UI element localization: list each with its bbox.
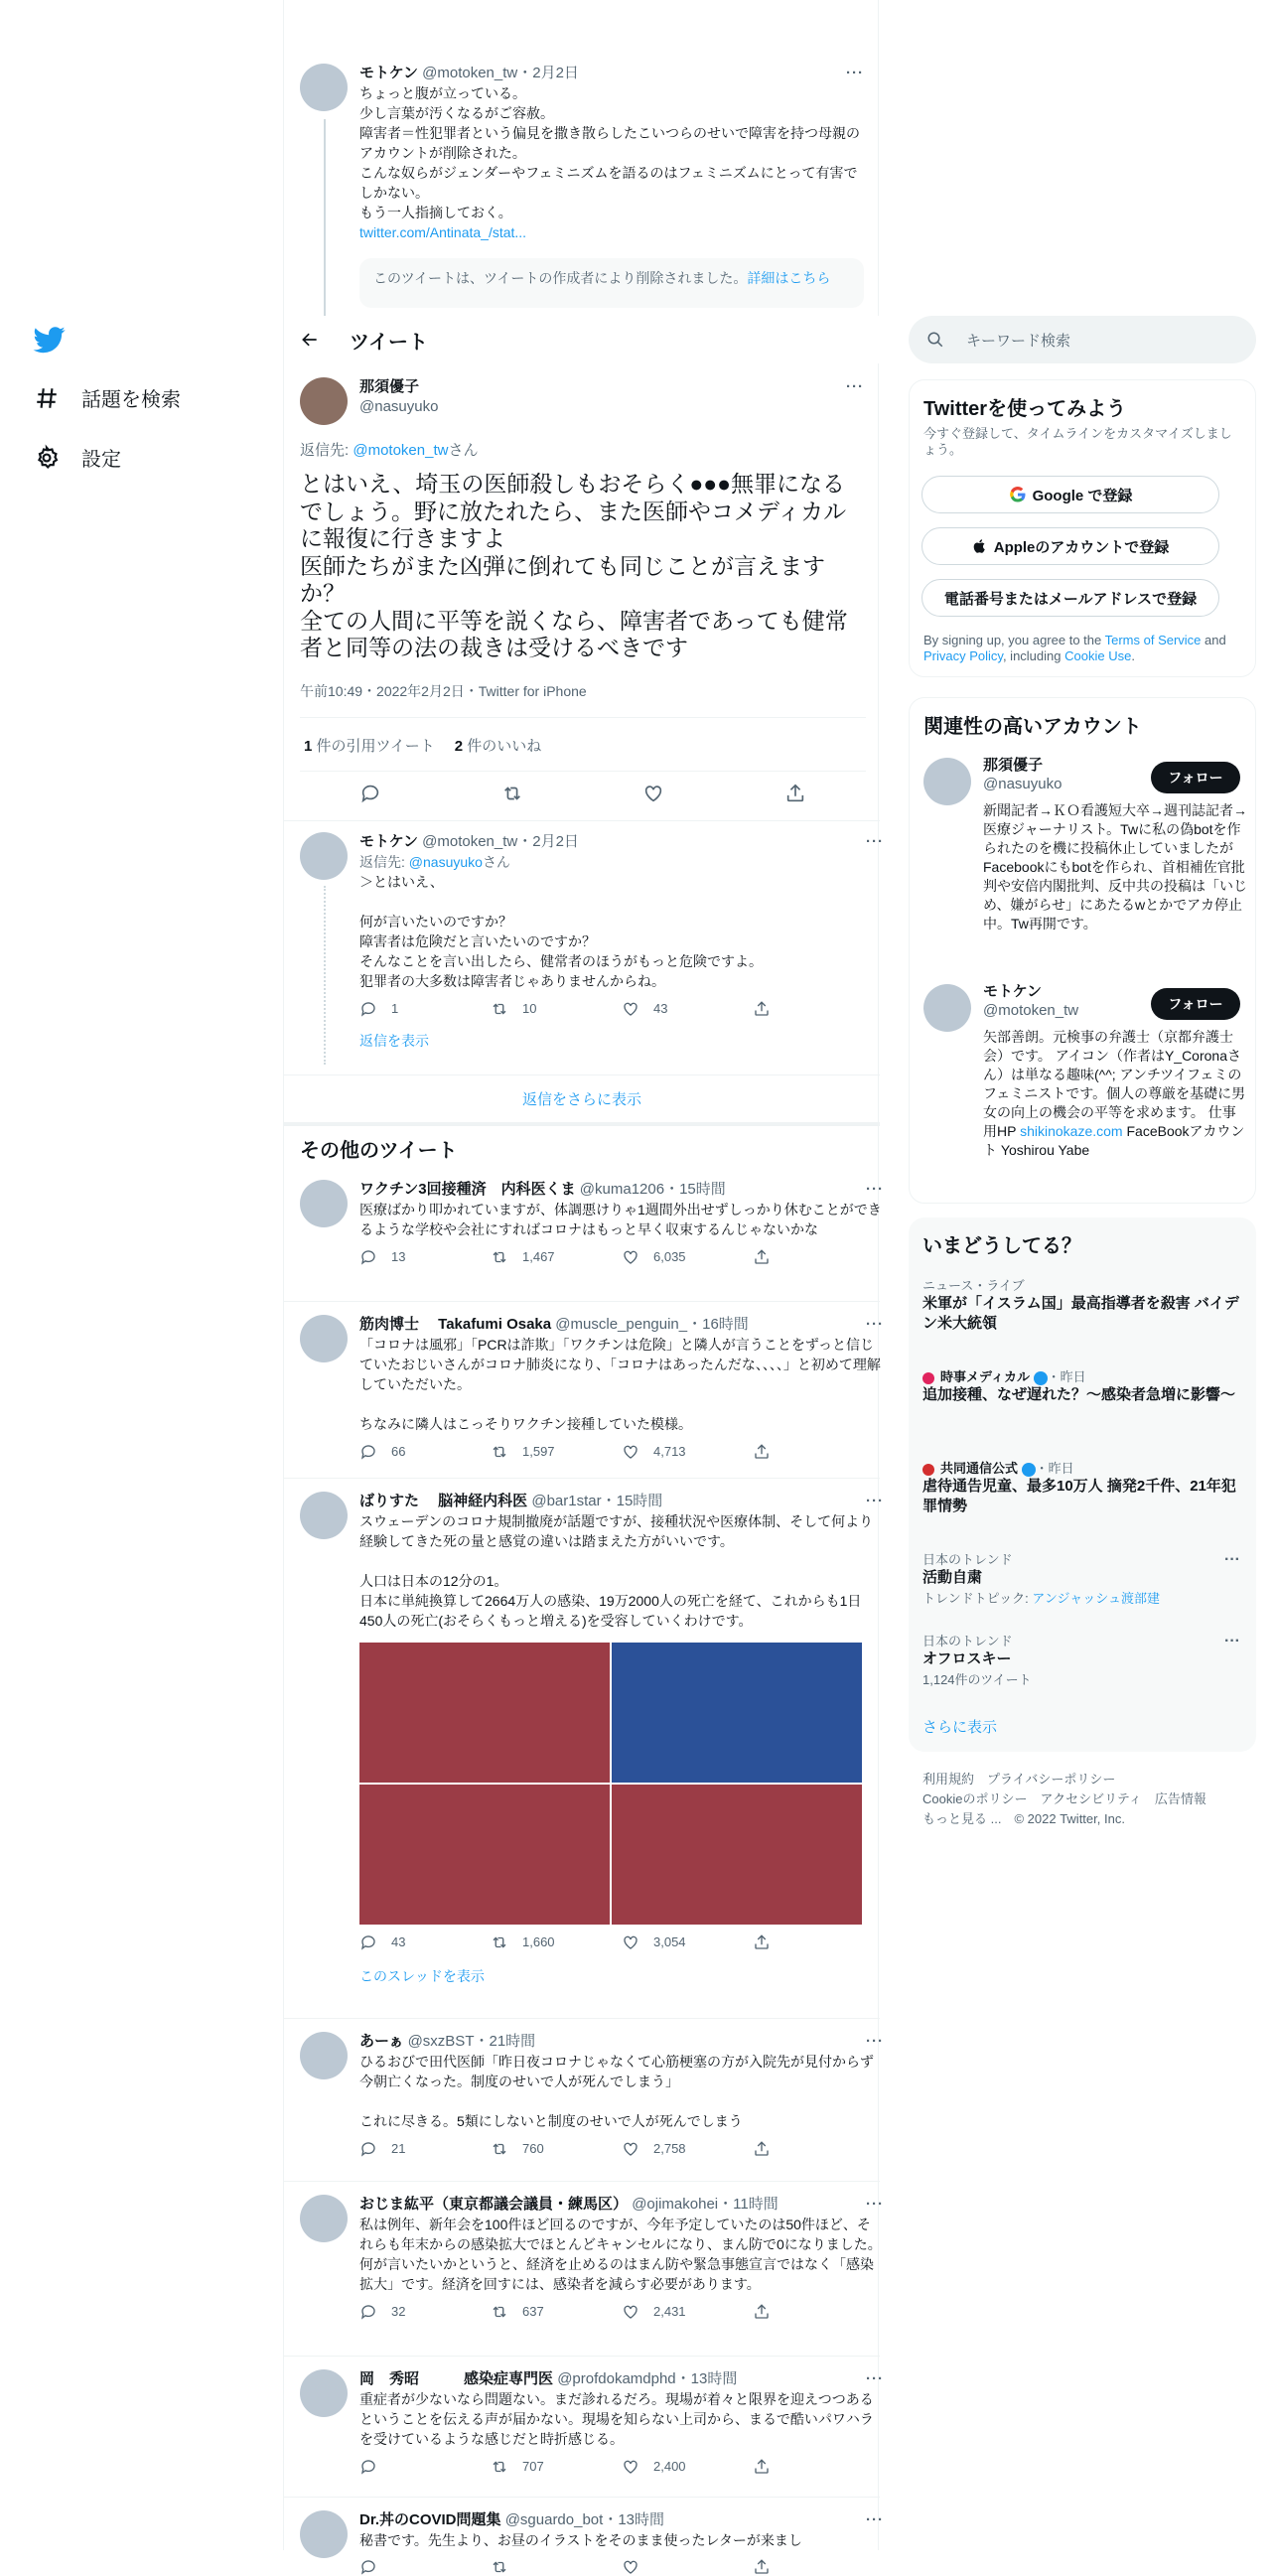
reply-button[interactable] [359,1442,491,1462]
retweet-count: 1,660 [522,1934,555,1949]
trend-meta: 日本のトレンド [922,1634,1013,1648]
share-icon[interactable] [784,783,806,804]
author-name[interactable]: おじま紘平（東京都議会議員・練馬区） [359,2196,629,2213]
retweet-count: 1,467 [522,1249,555,1264]
phone-signup-button[interactable] [921,579,1219,617]
show-thread-link[interactable]: このスレッドを表示 [359,1968,485,1984]
avatar[interactable] [300,1180,348,1227]
show-replies-link[interactable]: 返信を表示 [359,1033,429,1049]
share-button[interactable] [753,1248,884,1266]
trend-meta: ・昨日 [1047,1369,1086,1384]
author-name[interactable]: モトケン [359,833,418,850]
like-button[interactable] [622,2302,753,2322]
retweet-count: 10 [522,1001,537,1016]
reply-count: 1 [391,1001,399,1016]
like-button[interactable] [622,2558,753,2576]
trend-title: 追加接種、なぜ遅れた？～感染者急増に影響～ [922,1386,1236,1403]
avatar[interactable] [300,2032,348,2079]
signup-card [909,379,1256,677]
reply-count: 66 [391,1444,406,1459]
more-icon[interactable]: ··· [866,2370,884,2387]
tweet-actions [359,2558,884,2576]
author-name[interactable]: 那須優子 [359,378,420,395]
like-count: 2 [454,738,464,755]
retweet-count: 1,597 [522,1444,555,1459]
tweet[interactable]: あーぁ @sxzBST・21時間 ··· ひるおびで田代医師「昨日夜コロナじゃなくて心筋梗塞の方が入院先が見付からず今朝亡くなった。制度のせいで人が死んでしまう」 これに尽きる。5類にしないと制度のせいで人が死んでしまう 21 760 2,758 [284,2032,880,2159]
reply-icon[interactable] [359,783,381,804]
verified-icon [1034,1371,1048,1385]
account-handle: @motoken_tw [983,1002,1079,1019]
like-count: 4,713 [653,1444,686,1459]
left-nav [0,0,283,2550]
tweet-time[interactable]: 21時間 [489,2033,536,2050]
like-icon [622,2303,639,2321]
divider [284,1478,880,1479]
author-handle[interactable]: @muscle_penguin_ [555,1316,688,1333]
tweet-text: 重症者が少ないなら問題ない。まだ診れるだろ。現場が着々と限界を迎えつつあるということを伝える声が届かない。現場を知らない上司から、まるで酷いパワハラを受けているような感じだと時折感じる。 [359,2391,874,2447]
focused-tweet-actions [300,783,866,804]
author-name[interactable]: ばりすた 脳神経内科医 [359,1493,528,1509]
like-label: 件のいいね [463,738,542,755]
media-image[interactable] [612,1643,862,1783]
main-column [283,0,884,2550]
bio-text: 矢部善朗。元検事の弁護士（京都弁護士会）です。 アイコン（作者はY_Coronaさん）は単なる趣味(^^; アンチツイフェミのフェミニストです。個人の尊厳を基礎に男女の向上の機会の平等を求めます。 仕事用HP [983,1029,1246,1139]
avatar[interactable] [300,64,348,111]
tweet-actions [359,1932,884,1952]
trend-item[interactable] [922,1631,1240,1688]
divider [284,820,880,821]
copyright: © 2022 Twitter, Inc. [1014,1811,1125,1826]
focused-tweet [284,377,880,425]
avatar[interactable] [300,2195,348,2242]
apple-signup-button[interactable] [921,527,1219,565]
search-input[interactable]: キーワード検索 [966,332,1071,350]
share-icon [753,1443,771,1461]
divider [300,771,866,772]
like-count: 2,431 [653,2304,686,2319]
footer-link[interactable]: 利用規約 [922,1772,975,1787]
trend-title: 虐待通告児童、最多10万人 摘発2千件、21年犯罪情勢 [922,1478,1236,1514]
cookie-link[interactable]: Cookie Use [1064,648,1132,663]
like-count: 3,054 [653,1934,686,1949]
reply-button[interactable] [359,999,491,1019]
nav-explore-label: 話題を検索 [81,389,181,411]
avatar[interactable] [300,2369,348,2417]
tweet-text: 「コロナは風邪」「PCRは詐欺」「ワクチンは危険」と隣人が言うことをずっと信じていたおじいさんがコロナ肺炎になり、「コロナはあったんだな、、、、」と初めて理解していただいた。 ちなみに隣人はこっそりワクチン接種していた模様。 [359,1337,881,1432]
author-name[interactable]: 筋肉博士 Takafumi Osaka [359,1316,552,1333]
publisher-logo-icon [922,1464,934,1476]
signup-title: Twitterを使ってみよう [923,398,1127,420]
retweet-icon [491,2558,508,2576]
engagement-stats [304,735,541,756]
reply-button[interactable] [359,1932,491,1952]
author-handle[interactable]: @kuma1206 [579,1181,665,1198]
deleted-notice-text: このツイートは、ツイートの作成者により削除されました。 [373,270,748,286]
more-icon[interactable]: ··· [866,1316,884,1333]
trend-item[interactable] [922,1458,1240,1516]
reply-count: 21 [391,2141,406,2156]
like-icon [622,1248,639,1266]
phone-signup-label: 電話番号またはメールアドレスで登録 [943,590,1198,608]
signup-subtitle: 今すぐ登録して、タイムラインをカスタマイズしましょう。 [923,426,1232,457]
tweet-text: スウェーデンのコロナ規制撤廃が話題ですが、接種状況や医療体制、そして何より経験してきた死の量と感覚の違いは踏まえた方がいいです。 人口は日本の12分の1。 日本に単純換算して2664万人の感染、19万2000人の死亡を経て、これからも1日450人の死亡(おそらくもっと増える)を受容していくわけです。 [359,1513,874,1629]
media-image[interactable] [612,1785,862,1925]
author-name[interactable]: ワクチン3回接種済 内科医くま [359,1181,576,1198]
footer-link[interactable]: Cookieのポリシー [922,1791,1028,1806]
reply-button[interactable] [359,2558,491,2576]
context-tweet[interactable]: モトケン @motoken_tw・2月2日 ··· ちょっと腹が立っている。 少し言葉が汚くなるがご容赦。 障害者＝性犯罪者という偏見を撒き散らしたこいつらのせいで障害を持つ母親のアカウントが削除された。 こんな奴らがジェンダーやフェミニズムを語るのはフェミニズムにとって有害でしかない。 もう一人指摘しておく。 twitter.com/Antinata_/stat... このツイートは、ツイートの作成者により削除されました。詳細はこちら [284,64,880,308]
retweet-icon [491,2140,508,2158]
reply-to-link[interactable]: @motoken_tw [353,442,449,459]
avatar[interactable] [300,1492,348,1539]
legal-text: . [1131,648,1135,663]
tweet-text: 医療ばかり叩かれていますが、体調悪けりゃ1週間外出せずしっかり休むことができるような学校や会社にすればコロナはもっと早く収束するんじゃないかな [359,1202,882,1237]
retweet-icon [491,1933,508,1951]
deleted-tweet-notice [359,258,864,308]
tweet-text: ひるおびで田代医師「昨日夜コロナじゃなくて心筋梗塞の方が入院先が見付からず今朝亡くなった。制度のせいで人が死んでしまう」 これに尽きる。5類にしないと制度のせいで人が死んでしまう [359,2054,874,2129]
reply-suffix: さん [482,854,510,870]
trend-sub: 1,124件のツイート [922,1672,1032,1687]
author-handle[interactable]: @nasuyuko [359,398,439,415]
avatar[interactable] [300,377,348,425]
google-signup-label: Google で登録 [1032,487,1133,504]
share-icon [753,2303,771,2321]
trend-title: オフロスキー [922,1650,1012,1667]
reply-suffix: さん [448,442,479,459]
learn-more-link[interactable]: 詳細はこちら [747,270,831,286]
trend-meta: 日本のトレンド [922,1552,1013,1567]
retweet-button[interactable] [491,2139,622,2159]
author-handle[interactable]: @ojimakohei [632,2196,719,2213]
author-name[interactable]: Dr.丼のCOVID問題集 [359,2511,501,2528]
avatar[interactable] [300,2510,348,2558]
trend-sub: トレンドトピック: [922,1591,1033,1606]
like-icon [622,2558,639,2576]
retweet-count: 707 [522,2459,544,2474]
tweet-text: 秘書です。先生より、お昼のイラストをそのまま使ったレターが来まし [359,2532,802,2548]
legal-text: By signing up, you agree to the [923,633,1105,647]
google-signup-button[interactable] [921,476,1219,513]
show-more-trends[interactable]: さらに表示 [922,1719,998,1736]
divider [300,717,866,718]
retweet-count: 760 [522,2141,544,2156]
bio-link[interactable]: shikinokaze.com [1020,1123,1123,1139]
share-button[interactable] [753,2303,884,2321]
account-bio [983,1028,1247,1160]
more-icon[interactable]: ··· [866,2196,884,2213]
author-handle[interactable]: @sguardo_bot [504,2511,604,2528]
avatar[interactable] [300,832,348,880]
divider [284,2356,880,2357]
avatar[interactable] [300,1315,348,1362]
reply-count: 13 [391,1249,406,1264]
tweet-meta[interactable]: 午前10:49・2022年2月2日・Twitter for iPhone [300,683,587,699]
relevant-accounts-card [909,697,1256,1204]
footer-link[interactable]: プライバシーポリシー [987,1772,1116,1787]
tweet-actions [359,999,884,1019]
trends-card [909,1217,1256,1752]
reply-context [359,852,884,872]
retweet-button[interactable] [491,1932,622,1952]
follow-button[interactable]: フォロー [1151,762,1240,793]
reply-prefix: 返信先: [300,442,354,459]
tweet-text: ＞とはいえ、 何が言いたいのですか？ 障害者は危険だと言いたいのですか？ そんなことを言い出したら、健常者のほうがもっと危険ですよ。 犯罪者の大多数は障害者じゃありませんからね。 [359,874,763,989]
publisher-logo-icon [922,1372,934,1384]
reply-button[interactable] [359,1247,491,1267]
retweet-button[interactable] [491,999,622,1019]
media-image[interactable] [359,1785,610,1925]
retweet-icon[interactable] [501,783,523,804]
like-count: 2,400 [653,2459,686,2474]
retweet-icon [491,1443,508,1461]
retweet-button[interactable] [491,2302,622,2322]
likes-stat[interactable] [455,735,542,756]
tweet-time[interactable]: 16時間 [702,1316,749,1333]
share-icon [753,1000,771,1018]
trend-title: 米軍が「イスラム国」最高指導者を殺害 バイデン米大統領 [922,1295,1239,1332]
tweet-date[interactable]: 2月2日 [532,65,579,81]
nav-explore[interactable] [34,383,181,412]
tweet-time[interactable]: 13時間 [618,2511,665,2528]
media-image[interactable] [359,1643,610,1783]
divider [284,2018,880,2019]
reply-icon [359,1933,377,1951]
trend-meta: ・昨日 [1035,1461,1074,1476]
tweet[interactable]: おじま紘平（東京都議会議員・練馬区） @ojimakohei・11時間 ··· 私は例年、新年会を100件ほど回るのですが、今年予定していたのは50件ほど、それらも年末からの感染拡大でほとんどキャンセルになり、まん防で0になりました。何が言いたいかというと、経済を止めるのはまん防や緊急事態宣言ではなく「感染拡大」です。経済を回すには、感染者を減らす必要があります。 32 637 2,431 [284,2195,880,2322]
like-count: 6,035 [653,1249,686,1264]
tweet-time[interactable]: 11時間 [733,2196,779,2213]
trend-title: 活動自粛 [922,1569,983,1586]
reply-icon [359,2558,377,2576]
author-handle[interactable]: @profdokamdphd [557,2370,676,2387]
more-icon[interactable]: ··· [866,2511,884,2528]
avatar[interactable] [923,758,971,805]
footer [922,1770,1250,1829]
reply-prefix: 返信先: [359,854,409,870]
quote-label: 件の引用ツイート [312,738,435,755]
tweet-time[interactable]: 15時間 [679,1181,726,1198]
more-icon[interactable]: ··· [866,2033,884,2050]
tweet-link[interactable]: twitter.com/Antinata_/stat... [359,224,527,240]
back-arrow-icon[interactable] [300,330,320,350]
like-button[interactable] [622,999,753,1019]
show-more-replies[interactable]: 返信をさらに表示 [521,1090,641,1108]
gear-icon [34,445,60,471]
tweet-time[interactable]: 15時間 [616,1493,663,1509]
trend-meta: ニュース・ライブ [922,1278,1025,1293]
tweet[interactable]: Dr.丼のCOVID問題集 @sguardo_bot・13時間 ··· 秘書です。先生より、お昼のイラストをそのまま使ったレターが来まし [284,2510,880,2576]
tweet-text: ちょっと腹が立っている。 少し言葉が汚くなるがご容赦。 障害者＝性犯罪者という偏見を撒き散らしたこいつらのせいで障害を持つ母親のアカウントが削除された。 こんな奴らがジェンダーやフェミニズムを語るのはフェミニズムにとって有害でしかない。 もう一人指摘しておく。 [359,85,860,220]
page-title: ツイート [350,331,428,354]
like-icon [622,1000,639,1018]
retweet-button[interactable] [491,2457,622,2477]
like-button[interactable] [622,2139,753,2159]
tweet-header [284,316,880,363]
footer-more-link[interactable]: もっと見る ... [922,1811,1002,1826]
share-button[interactable] [753,1933,884,1951]
tweet-actions [359,1247,884,1267]
signup-legal [923,633,1241,664]
like-icon [622,1933,639,1951]
author-handle[interactable]: @sxzBST [407,2033,475,2050]
like-icon[interactable] [642,783,664,804]
tweet-text: 私は例年、新年会を100件ほど回るのですが、今年予定していたのは50件ほど、それらも年末からの感染拡大でほとんどキャンセルになり、まん防で0になりました。何が言いたいかというと、経済を止めるのはまん防や緊急事態宣言ではなく「感染拡大」です。経済を回すには、感染者を減らす必要があります。 [359,2217,882,2292]
reply-to-link[interactable]: @nasuyuko [408,854,483,870]
retweet-icon [491,1000,508,1018]
twitter-logo-icon[interactable] [34,324,66,356]
reply-icon [359,2458,377,2476]
quote-count: 1 [304,738,313,755]
trend-item[interactable] [922,1549,1240,1607]
author-handle[interactable]: @motoken_tw [422,65,518,81]
reply-tweet[interactable]: モトケン @motoken_tw・2月2日 ··· 返信先: @nasuyukoさん ＞とはいえ、 何が言いたいのですか？ 障害者は危険だと言いたいのですか？ そんなことを言い出したら、健常者のほうがもっと危険ですよ。 犯罪者の大多数は障害者じゃありませんからね。 1 10 43 返信を表示 [284,832,880,1051]
share-button[interactable] [753,2458,884,2476]
reply-icon [359,2140,377,2158]
hashtag-icon [34,385,60,411]
legal-text: and [1201,633,1226,647]
share-icon [753,1248,771,1266]
terms-link[interactable]: Terms of Service [1104,633,1202,647]
author-handle[interactable]: @motoken_tw [422,833,518,850]
account-bio: 新聞記者→ＫＯ看護短大卒→週刊誌記者→医療ジャーナリスト。Twに私の偽botを作られたのを機に投稿休止していましたがFacebookにもbotを作られ、首相補佐官批判や安倍内閣批判、反中共の投稿は「いじめ、嫌がらせ」にあたるwとかでアカ停止中。Tw再開です。 [983,802,1247,931]
divider [284,2497,880,2498]
share-icon [753,2558,771,2576]
tweet-date[interactable]: 2月2日 [532,833,579,850]
retweet-count: 637 [522,2304,544,2319]
share-button[interactable] [753,1000,884,1018]
trend-meta: 共同通信公式 [940,1461,1019,1476]
verified-icon [1022,1463,1036,1477]
more-icon[interactable]: ··· [1224,1633,1240,1649]
tweet-media[interactable] [359,1643,862,1925]
tweet[interactable]: 筋肉博士 Takafumi Osaka @muscle_penguin_・16時間 ··· 「コロナは風邪」「PCRは詐欺」「ワクチンは危険」と隣人が言うことをずっと信じていたおじいさんがコロナ肺炎になり、「コロナはあったんだな、、、、」と初めて理解していただいた。 ちなみに隣人はこっそりワクチン接種していた模様。 66 1,597 4,713 [284,1315,880,1462]
retweet-icon [491,2458,508,2476]
author-name[interactable]: モトケン [359,65,418,81]
divider [284,1301,880,1302]
search-icon [926,331,944,349]
like-button[interactable] [622,1247,753,1267]
more-icon[interactable]: ··· [866,833,884,850]
author-name[interactable]: あーぁ [359,2033,404,2050]
privacy-link[interactable]: Privacy Policy [923,648,1003,663]
avatar[interactable] [923,984,971,1032]
reply-icon [359,1000,377,1018]
reply-button[interactable] [359,2302,491,2322]
retweet-button[interactable] [491,1247,622,1267]
like-button[interactable] [622,1932,753,1952]
more-icon[interactable]: ··· [866,1181,884,1198]
more-icon[interactable]: ··· [866,1493,884,1509]
focused-tweet-text: とはいえ、埼玉の医師殺しもおそらく●●●無罪になるでしょう。野に放たれたら、また医師やコメディカルに報復に行きますよ 医師たちがまた凶弾に倒れても同じことが言えますか？ 全ての人間に平等を説くなら、障害者であっても健常者と同等の法の裁きは受けるべきです [300,471,848,660]
tweet[interactable]: ワクチン3回接種済 内科医くま @kuma1206・15時間 ··· 医療ばかり叩かれていますが、体調悪けりゃ1週間外出せずしっかり休むことができるような学校や会社にすればコロナはもっと早く収束するんじゃないかな 13 1,467 6,035 [284,1180,880,1267]
like-icon [622,2458,639,2476]
tweet[interactable]: ばりすた 脳神経内科医 @bar1star・15時間 ··· スウェーデンのコロナ規制撤廃が話題ですが、接種状況や医療体制、そして何より経験してきた死の量と感覚の違いは踏まえた方がいいです。 人口は日本の12分の1。 日本に単純換算して2664万人の感染、19万2000人の死亡を経て、これからも1日450人の死亡(おそらくもっと増える)を受容していくわけです。 43 1,660 3,054 このスレッドを表示 [284,1492,880,1986]
retweet-icon [491,1248,508,1266]
trend-item[interactable] [922,1366,1240,1405]
reply-count: 43 [391,1934,406,1949]
reply-context [300,439,866,460]
account-item[interactable] [983,982,1078,1020]
nav-settings[interactable] [34,443,121,472]
tweet-actions [359,1442,884,1462]
like-icon [622,1443,639,1461]
google-icon [1009,486,1027,503]
share-button[interactable] [753,2558,884,2576]
bio-text: FaceBookアカウント Yoshirou Yabe [983,1123,1245,1158]
nav-settings-label: 設定 [81,449,121,471]
reply-button[interactable] [359,2458,491,2476]
tweet-actions [359,2139,884,2159]
more-icon[interactable]: ··· [846,65,864,81]
retweet-icon [491,2303,508,2321]
trend-meta: 時事メディカル [940,1369,1030,1384]
reply-icon [359,1248,377,1266]
tweet-time[interactable]: 13時間 [690,2370,738,2387]
quote-tweets-stat[interactable] [304,735,435,756]
retweet-button[interactable] [491,1442,622,1462]
account-name: 那須優子 [983,757,1044,774]
section-separator [284,1122,880,1126]
like-icon [622,2140,639,2158]
like-count: 2,758 [653,2141,686,2156]
relevant-title: 関連性の高いアカウント [923,716,1142,738]
reply-button[interactable] [359,2139,491,2159]
like-count: 43 [653,1001,668,1016]
account-handle: @nasuyuko [983,776,1062,792]
share-button[interactable] [753,2140,884,2158]
trend-topic-link[interactable]: アンジャッシュ渡部建 [1032,1591,1161,1606]
retweet-button[interactable] [491,2558,622,2576]
account-item[interactable] [983,756,1062,793]
footer-link[interactable]: アクセシビリティ [1040,1791,1142,1806]
share-icon [753,1933,771,1951]
account-name: モトケン [983,983,1042,1000]
divider [284,2181,880,2182]
follow-button[interactable]: フォロー [1151,988,1240,1020]
share-button[interactable] [753,1443,884,1461]
share-icon [753,2140,771,2158]
tweet[interactable]: 岡 秀昭 感染症専門医 @profdokamdphd・13時間 ··· 重症者が少ないなら問題ない。まだ診れるだろ。現場が着々と限界を迎えつつあるということを伝える声が届かない。現場を知らない上司から、まるで酷いパワハラを受けているような感じだと時折感じる。 707 2,400 [284,2369,880,2477]
author-handle[interactable]: @bar1star [531,1493,602,1509]
apple-signup-label: Appleのアカウントで登録 [993,538,1170,556]
reply-icon [359,2303,377,2321]
reply-icon [359,1443,377,1461]
footer-link[interactable]: 広告情報 [1154,1791,1206,1806]
share-icon [753,2458,771,2476]
trend-item[interactable] [922,1275,1240,1334]
like-button[interactable] [622,2457,753,2477]
author-name[interactable]: 岡 秀昭 感染症専門医 [359,2370,554,2387]
more-icon[interactable]: ··· [846,378,864,395]
reply-count: 32 [391,2304,406,2319]
like-button[interactable] [622,1442,753,1462]
legal-text: , including [1002,648,1065,663]
tweet-actions [359,2457,884,2477]
other-tweets-title: その他のツイート [300,1140,458,1162]
more-icon[interactable]: ··· [1224,1551,1240,1568]
tweet-actions [359,2302,884,2322]
apple-icon [972,538,988,554]
search-box[interactable] [909,316,1256,363]
trends-title: いまどうしてる？ [922,1235,1081,1257]
